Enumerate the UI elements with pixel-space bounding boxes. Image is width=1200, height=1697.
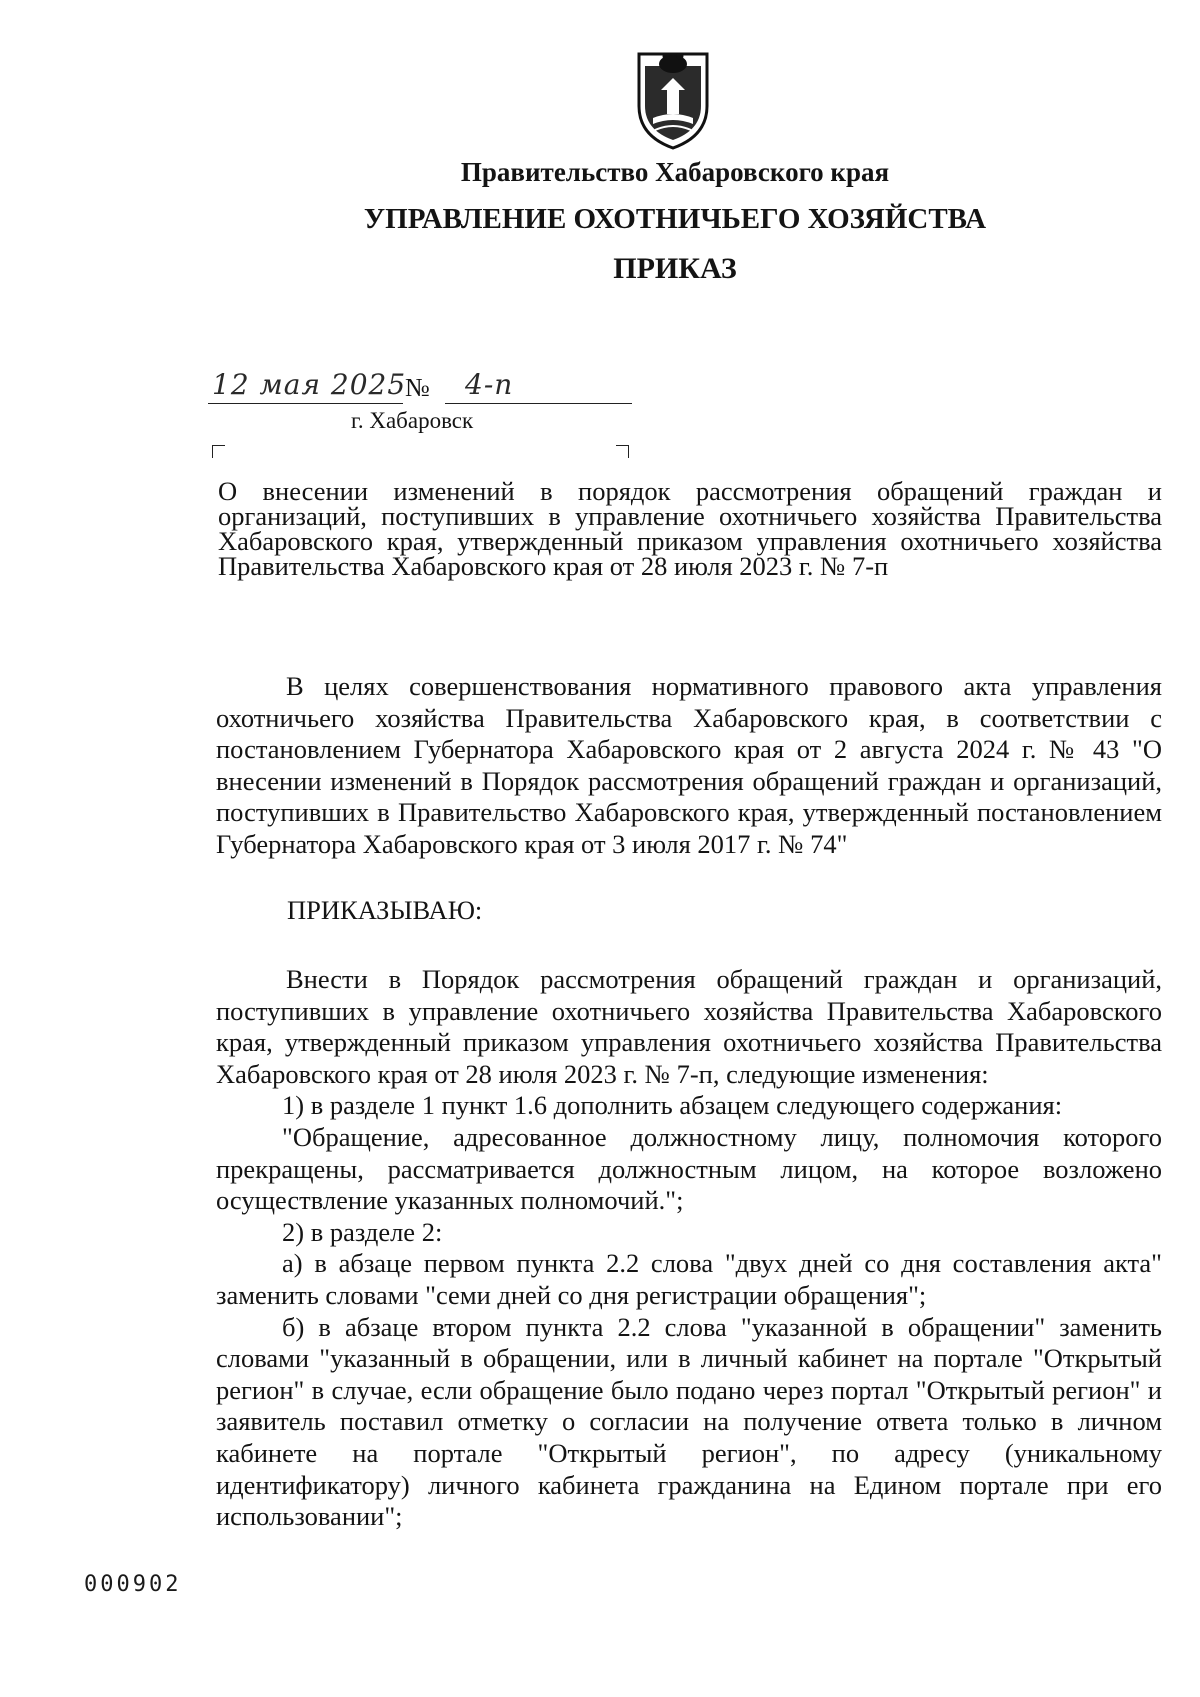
- preamble-paragraph: В целях совершенствования нормативного правового акта управления охотничьего хозяйства Правительства Хабаровского края, в соответствии с постановлением Губернатора Хабаровского края от 2 августа 2024 г. № 43 "О внесении изменений в Порядок рассмотрения обращений граждан и организаций, поступивших в Правительство Хабаровского края, утвержденный постановлением Губернатора Хабаровского края от 3 июля 2017 г. № 74": [216, 671, 1162, 859]
- coat-of-arms-icon: [633, 44, 713, 152]
- document-serial-number: 000902: [84, 1572, 182, 1597]
- decree-item-1-quote: "Обращение, адресованное должностному лицу, полномочия которого прекращены, рассматривается должностным лицом, на которое возложено осуществление указанных полномочий.";: [216, 1121, 1162, 1216]
- document-subject: О внесении изменений в порядок рассмотрения обращений граждан и организаций, поступивших в управление охотничьего хозяйства Правительства Хабаровского края, утвержденный приказом управления охотничьего хозяйства Правительства Хабаровского края от 28 июля 2023 г. № 7-п: [218, 476, 1162, 581]
- city-name: г. Хабаровск: [351, 408, 474, 433]
- decree-item-2: 2) в разделе 2:: [282, 1216, 443, 1247]
- document-type: ПРИКАЗ: [613, 252, 737, 285]
- corner-mark-left: [212, 445, 225, 458]
- decree-item-2a: а) в абзаце первом пункта 2.2 слова "двух дней со дня составления акта" заменить словами "семи дней со дня регистрации обращения";: [216, 1248, 1162, 1310]
- decree-intro: Внести в Порядок рассмотрения обращений граждан и организаций, поступивших в управление охотничьего хозяйства Правительства Хабаровского края, утвержденный приказом управления охотничьего хозяйства Правительства Хабаровского края от 28 июля 2023 г. № 7-п, следующие изменения:: [216, 964, 1162, 1089]
- organization-name: Правительство Хабаровского края: [460, 157, 890, 187]
- preamble-block: [216, 671, 1162, 861]
- decree-block: [216, 964, 1162, 1533]
- handwritten-date: 12 мая 2025: [212, 368, 407, 401]
- decree-item-2b: б) в абзаце втором пункта 2.2 слова "указанной в обращении" заменить словами "указанный в обращении, или в личный кабинет на портале "Открытый регион" в случае, если обращение было подано через портал "Открытый регион" и заявитель поставил отметку о согласии на получение ответа только в личном кабинете на портале "Открытый регион", по адресу (уникальному идентификатору) личного кабинета гражданина на Едином портале при его использовании";: [216, 1311, 1162, 1532]
- number-label: №: [405, 373, 430, 402]
- department-name: УПРАВЛЕНИЕ ОХОТНИЧЬЕГО ХОЗЯЙСТВА: [363, 203, 987, 235]
- corner-mark-right: [616, 445, 629, 458]
- order-heading: ПРИКАЗЫВАЮ:: [287, 895, 483, 925]
- decree-item-1: 1) в разделе 1 пункт 1.6 дополнить абзацем следующего содержания:: [282, 1090, 1063, 1121]
- handwritten-number: 4-п: [465, 368, 514, 401]
